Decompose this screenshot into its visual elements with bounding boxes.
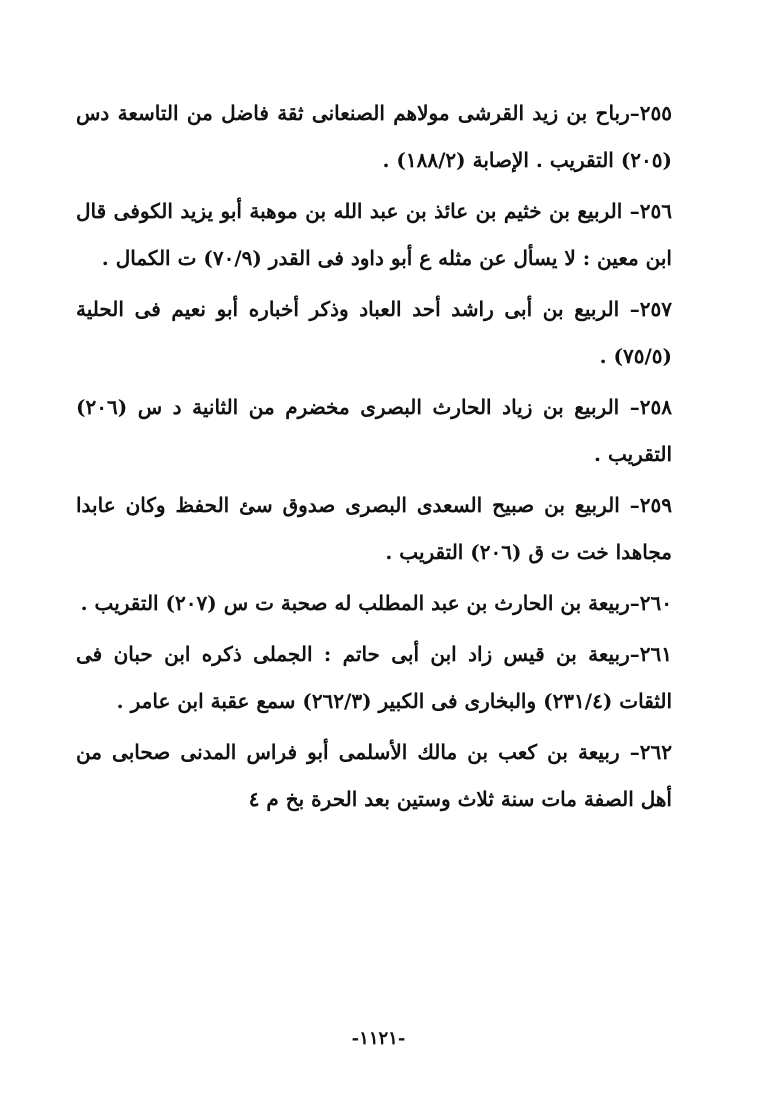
entry-260: ٢٦٠–ربيعة بن الحارث بن عبد المطلب له صحبة ت س (٢٠٧) التقريب . [80,591,672,615]
entries-text-block [76,90,672,823]
entry-255: ٢٥٥–رباح بن زيد القرشى مولاهم الصنعانى ثقة فاضل من التاسعة دس (٢٠٥) التقريب . الإصابة (١٨٨/٢) . [76,101,672,172]
entry-262: ٢٦٢– ربيعة بن كعب بن مالك الأسلمى أبو فراس المدنى صحابى من أهل الصفة مات سنة ثلاث وستين بعد الحرة بخ م ٤ [76,740,672,811]
entry-258: ٢٥٨– الربيع بن زياد الحارث البصرى مخضرم من الثانية د س (٢٠٦) التقريب . [76,395,672,466]
entry-256: ٢٥٦– الربيع بن خثيم بن عائذ بن عبد الله بن موهبة أبو يزيد الكوفى قال ابن معين : لا يسأل عن مثله ع أبو داود فى القدر (٧٠/٩) ت الكمال . [76,199,672,270]
entry-259: ٢٥٩– الربيع بن صبيح السعدى البصرى صدوق سئ الحفظ وكان عابدا مجاهدا خت ت ق (٢٠٦) التقريب . [76,493,672,564]
entry-257: ٢٥٧– الربيع بن أبى راشد أحد العباد وذكر أخباره أبو نعيم فى الحلية (٧٥/٥) . [76,297,672,368]
entry-261: ٢٦١–ربيعة بن قيس زاد ابن أبى حاتم : الجملى ذكره ابن حبان فى الثقات (٢٣١/٤) والبخارى فى الكبير (٢٦٢/٣) سمع عقبة ابن عامر . [76,642,672,713]
page-number: -١١٢١- [351,1028,406,1049]
